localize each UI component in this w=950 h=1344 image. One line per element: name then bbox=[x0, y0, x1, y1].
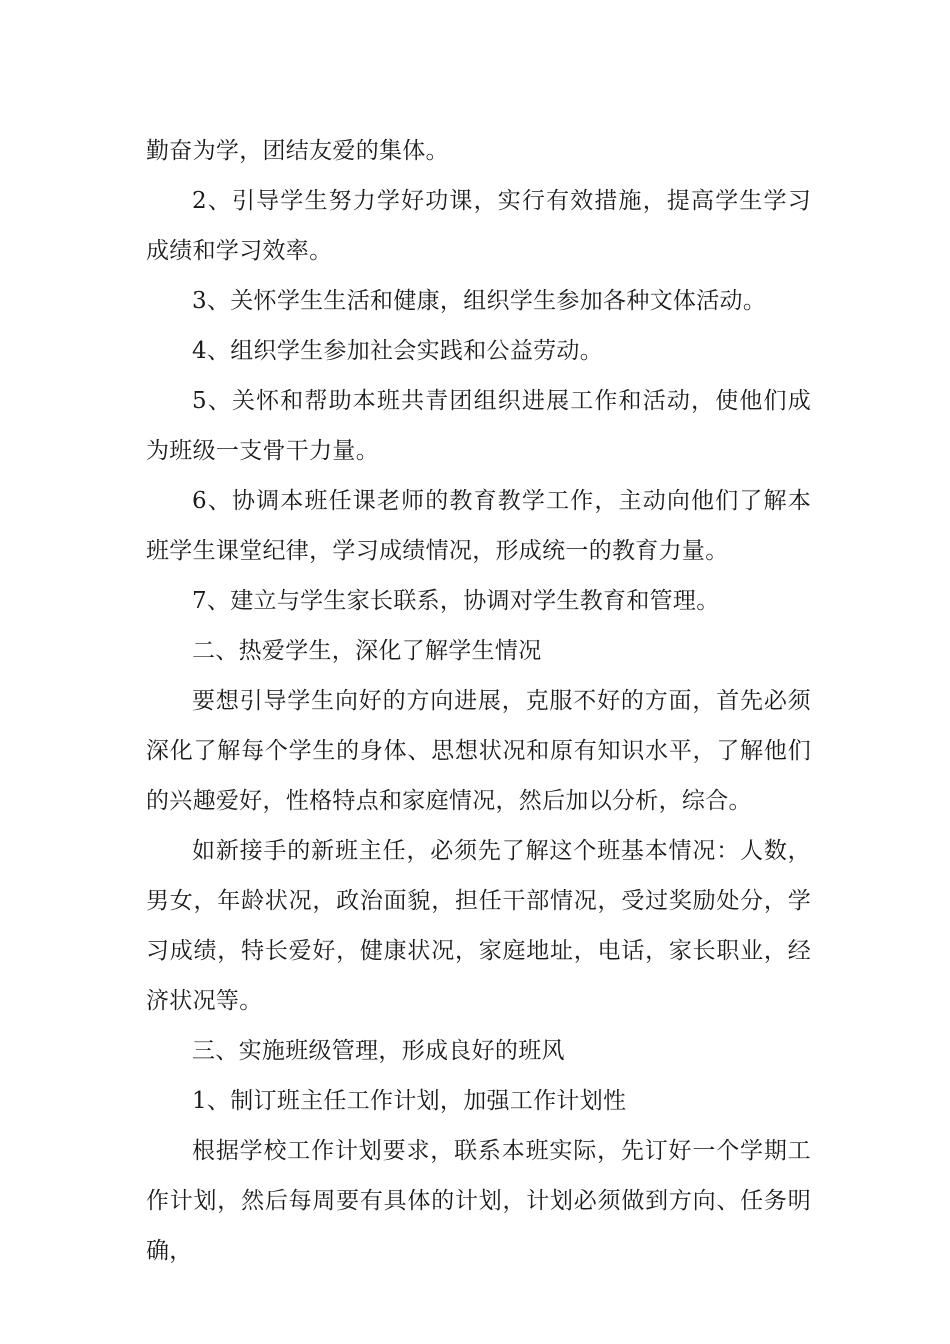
paragraph-3: 3、关怀学生生活和健康，组织学生参加各种文体活动。 bbox=[192, 288, 767, 314]
paragraph-9: 要想引导学生向好的方向进展，克服不好的方面，首先必须深化了解每个学生的身体、思想状况和原有知识水平，了解他们的兴趣爱好，性格特点和家庭情况，然后加以分析，综合。 bbox=[146, 688, 811, 814]
paragraph-1: 勤奋为学，团结友爱的集体。 bbox=[146, 138, 449, 164]
subheading-3-1: 1、制订班主任工作计划，加强工作计划性 bbox=[192, 1088, 627, 1114]
paragraph-6: 6、协调本班任课老师的教育教学工作，主动向他们了解本班学生课堂纪律，学习成绩情况，形成统一的教育力量。 bbox=[146, 488, 811, 564]
paragraph-13: 根据学校工作计划要求，联系本班实际，先订好一个学期工作计划，然后每周要有具体的计划，计划必须做到方向、任务明确， bbox=[146, 1138, 811, 1264]
paragraph-4: 4、组织学生参加社会实践和公益劳动。 bbox=[192, 338, 604, 364]
paragraph-7: 7、建立与学生家长联系，协调对学生教育和管理。 bbox=[192, 588, 720, 614]
paragraph-5: 5、关怀和帮助本班共青团组织进展工作和活动，使他们成为班级一支骨干力量。 bbox=[146, 388, 811, 464]
paragraph-10: 如新接手的新班主任，必须先了解这个班基本情况：人数，男女，年龄状况，政治面貌，担任干部情况，受过奖励处分，学习成绩，特长爱好，健康状况，家庭地址，电话，家长职业，经济状况等。 bbox=[146, 838, 811, 1014]
section-heading-3: 三、实施班级管理，形成良好的班风 bbox=[192, 1038, 565, 1064]
paragraph-2: 2、引导学生努力学好功课，实行有效措施，提高学生学习成绩和学习效率。 bbox=[146, 188, 811, 264]
section-heading-2: 二、热爱学生，深化了解学生情况 bbox=[192, 638, 542, 664]
document-body bbox=[146, 126, 811, 1276]
